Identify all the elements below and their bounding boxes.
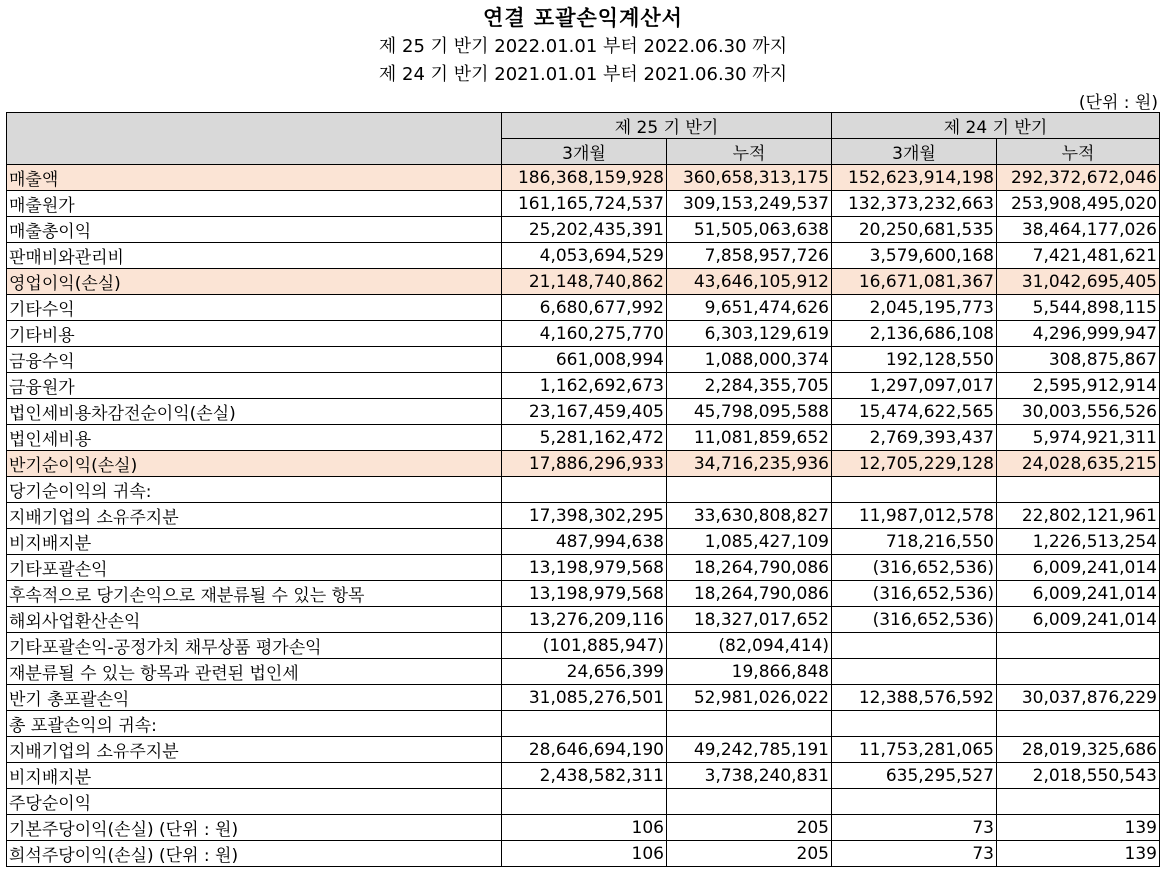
row-label: 당기순이익의 귀속:: [7, 477, 502, 503]
row-label: 매출액: [7, 165, 502, 191]
cell-current-cumulative: 9,651,474,626: [667, 295, 832, 321]
table-row: [7, 295, 1160, 321]
cell-prior-3m: 15,474,622,565: [832, 399, 997, 425]
cell-current-3m: 24,656,399: [502, 659, 667, 685]
cell-current-3m: 161,165,724,537: [502, 191, 667, 217]
table-row: [7, 633, 1160, 659]
table-row: [7, 269, 1160, 295]
cell-current-cumulative: 49,242,785,191: [667, 737, 832, 763]
cell-prior-cumulative: 292,372,672,046: [997, 165, 1160, 191]
row-label: 매출총이익: [7, 217, 502, 243]
cell-prior-3m: [832, 633, 997, 659]
table-row: [7, 815, 1160, 841]
cell-prior-cumulative: [997, 633, 1160, 659]
cell-current-3m: 17,886,296,933: [502, 451, 667, 477]
header-prior-3m: 3개월: [832, 139, 997, 165]
cell-current-cumulative: 34,716,235,936: [667, 451, 832, 477]
cell-current-cumulative: 309,153,249,537: [667, 191, 832, 217]
row-label: 기타수익: [7, 295, 502, 321]
cell-current-3m: 6,680,677,992: [502, 295, 667, 321]
cell-current-3m: 13,198,979,568: [502, 581, 667, 607]
cell-prior-3m: [832, 711, 997, 737]
cell-prior-cumulative: 22,802,121,961: [997, 503, 1160, 529]
cell-current-3m: 31,085,276,501: [502, 685, 667, 711]
cell-current-cumulative: [667, 477, 832, 503]
cell-current-cumulative: 6,303,129,619: [667, 321, 832, 347]
cell-prior-cumulative: 5,544,898,115: [997, 295, 1160, 321]
table-row: [7, 321, 1160, 347]
table-row: [7, 763, 1160, 789]
table-row: [7, 685, 1160, 711]
cell-current-3m: 106: [502, 815, 667, 841]
cell-prior-3m: 132,373,232,663: [832, 191, 997, 217]
cell-current-cumulative: 18,327,017,652: [667, 607, 832, 633]
cell-current-3m: 2,438,582,311: [502, 763, 667, 789]
row-label: 금융수익: [7, 347, 502, 373]
cell-current-3m: (101,885,947): [502, 633, 667, 659]
cell-current-3m: 661,008,994: [502, 347, 667, 373]
cell-prior-3m: 12,705,229,128: [832, 451, 997, 477]
row-label: 법인세비용차감전순이익(손실): [7, 399, 502, 425]
row-label: 지배기업의 소유주지분: [7, 503, 502, 529]
cell-current-3m: [502, 789, 667, 815]
cell-current-cumulative: [667, 789, 832, 815]
cell-current-3m: 28,646,694,190: [502, 737, 667, 763]
row-label: 지배기업의 소유주지분: [7, 737, 502, 763]
cell-prior-3m: 73: [832, 815, 997, 841]
row-label: 기타포괄손익-공정가치 채무상품 평가손익: [7, 633, 502, 659]
cell-prior-3m: 2,045,195,773: [832, 295, 997, 321]
table-row: [7, 581, 1160, 607]
table-row: [7, 373, 1160, 399]
cell-prior-3m: [832, 789, 997, 815]
table-row: [7, 399, 1160, 425]
table-row: [7, 607, 1160, 633]
row-label: 기타비용: [7, 321, 502, 347]
cell-current-cumulative: 7,858,957,726: [667, 243, 832, 269]
cell-current-cumulative: 33,630,808,827: [667, 503, 832, 529]
cell-prior-cumulative: 2,595,912,914: [997, 373, 1160, 399]
cell-prior-3m: 635,295,527: [832, 763, 997, 789]
cell-prior-3m: 11,753,281,065: [832, 737, 997, 763]
cell-prior-3m: (316,652,536): [832, 581, 997, 607]
row-label: 후속적으로 당기손익으로 재분류될 수 있는 항목: [7, 581, 502, 607]
cell-prior-3m: 73: [832, 841, 997, 867]
unit-label: (단위 : 원): [1078, 93, 1158, 113]
row-label: 반기 총포괄손익: [7, 685, 502, 711]
cell-current-3m: 186,368,159,928: [502, 165, 667, 191]
row-label: 총 포괄손익의 귀속:: [7, 711, 502, 737]
cell-prior-3m: 152,623,914,198: [832, 165, 997, 191]
cell-current-cumulative: 205: [667, 841, 832, 867]
cell-prior-cumulative: [997, 711, 1160, 737]
cell-current-cumulative: 52,981,026,022: [667, 685, 832, 711]
cell-current-cumulative: 3,738,240,831: [667, 763, 832, 789]
cell-prior-3m: 12,388,576,592: [832, 685, 997, 711]
cell-prior-cumulative: [997, 789, 1160, 815]
table-row: [7, 841, 1160, 867]
cell-current-3m: 487,994,638: [502, 529, 667, 555]
cell-prior-cumulative: 30,003,556,526: [997, 399, 1160, 425]
cell-prior-3m: 3,579,600,168: [832, 243, 997, 269]
cell-current-3m: 17,398,302,295: [502, 503, 667, 529]
cell-current-cumulative: 205: [667, 815, 832, 841]
cell-current-3m: 4,160,275,770: [502, 321, 667, 347]
cell-prior-3m: [832, 477, 997, 503]
cell-current-cumulative: 11,081,859,652: [667, 425, 832, 451]
table-row: [7, 659, 1160, 685]
table-row: [7, 555, 1160, 581]
table-row: [7, 451, 1160, 477]
cell-prior-3m: 2,769,393,437: [832, 425, 997, 451]
cell-current-cumulative: 18,264,790,086: [667, 581, 832, 607]
cell-prior-3m: [832, 659, 997, 685]
cell-prior-cumulative: 1,226,513,254: [997, 529, 1160, 555]
row-label: 법인세비용: [7, 425, 502, 451]
cell-prior-3m: 718,216,550: [832, 529, 997, 555]
cell-current-cumulative: 45,798,095,588: [667, 399, 832, 425]
table-row: [7, 217, 1160, 243]
cell-prior-cumulative: 308,875,867: [997, 347, 1160, 373]
cell-current-3m: 5,281,162,472: [502, 425, 667, 451]
cell-current-3m: [502, 477, 667, 503]
table-row: [7, 425, 1160, 451]
cell-current-cumulative: 1,088,000,374: [667, 347, 832, 373]
cell-prior-3m: (316,652,536): [832, 555, 997, 581]
cell-current-cumulative: 2,284,355,705: [667, 373, 832, 399]
cell-current-cumulative: 360,658,313,175: [667, 165, 832, 191]
cell-prior-3m: 11,987,012,578: [832, 503, 997, 529]
cell-current-3m: 21,148,740,862: [502, 269, 667, 295]
cell-prior-3m: 16,671,081,367: [832, 269, 997, 295]
cell-current-3m: 106: [502, 841, 667, 867]
table-row: [7, 191, 1160, 217]
table-row: [7, 737, 1160, 763]
table-row: [7, 477, 1160, 503]
cell-prior-3m: 1,297,097,017: [832, 373, 997, 399]
cell-current-cumulative: 51,505,063,638: [667, 217, 832, 243]
cell-prior-cumulative: 28,019,325,686: [997, 737, 1160, 763]
cell-prior-cumulative: [997, 659, 1160, 685]
cell-prior-cumulative: 24,028,635,215: [997, 451, 1160, 477]
header-current-period: 제 25 기 반기: [502, 113, 832, 139]
table-row: [7, 529, 1160, 555]
table-row: [7, 711, 1160, 737]
table-row: [7, 347, 1160, 373]
cell-prior-cumulative: 6,009,241,014: [997, 555, 1160, 581]
cell-current-cumulative: 19,866,848: [667, 659, 832, 685]
table-row: [7, 503, 1160, 529]
cell-prior-cumulative: 6,009,241,014: [997, 607, 1160, 633]
period-prior: 제 24 기 반기 2021.01.01 부터 2021.06.30 까지: [378, 64, 788, 85]
cell-current-3m: 25,202,435,391: [502, 217, 667, 243]
cell-prior-3m: (316,652,536): [832, 607, 997, 633]
period-current: 제 25 기 반기 2022.01.01 부터 2022.06.30 까지: [378, 36, 788, 57]
cell-prior-cumulative: 2,018,550,543: [997, 763, 1160, 789]
cell-prior-cumulative: 5,974,921,311: [997, 425, 1160, 451]
cell-current-cumulative: 43,646,105,912: [667, 269, 832, 295]
header-current-3m: 3개월: [502, 139, 667, 165]
cell-prior-cumulative: 253,908,495,020: [997, 191, 1160, 217]
row-label: 기본주당이익(손실) (단위 : 원): [7, 815, 502, 841]
row-label: 판매비와관리비: [7, 243, 502, 269]
statement-title: 연결 포괄손익계산서: [483, 6, 683, 30]
cell-current-3m: 4,053,694,529: [502, 243, 667, 269]
cell-prior-cumulative: 31,042,695,405: [997, 269, 1160, 295]
cell-current-cumulative: 1,085,427,109: [667, 529, 832, 555]
row-label: 비지배지분: [7, 763, 502, 789]
table-row: [7, 243, 1160, 269]
row-label: 매출원가: [7, 191, 502, 217]
cell-current-3m: 23,167,459,405: [502, 399, 667, 425]
cell-current-3m: 13,276,209,116: [502, 607, 667, 633]
row-label: 재분류될 수 있는 항목과 관련된 법인세: [7, 659, 502, 685]
cell-current-3m: [502, 711, 667, 737]
cell-prior-cumulative: 139: [997, 841, 1160, 867]
header-row-period: [7, 113, 1160, 139]
cell-prior-cumulative: 30,037,876,229: [997, 685, 1160, 711]
cell-prior-3m: 192,128,550: [832, 347, 997, 373]
cell-current-3m: 1,162,692,673: [502, 373, 667, 399]
row-label: 주당순이익: [7, 789, 502, 815]
cell-current-cumulative: [667, 711, 832, 737]
row-label: 희석주당이익(손실) (단위 : 원): [7, 841, 502, 867]
row-label: 영업이익(손실): [7, 269, 502, 295]
table-row: [7, 165, 1160, 191]
row-label: 비지배지분: [7, 529, 502, 555]
cell-current-cumulative: (82,094,414): [667, 633, 832, 659]
cell-current-cumulative: 18,264,790,086: [667, 555, 832, 581]
header-current-cumulative: 누적: [667, 139, 832, 165]
row-label: 금융원가: [7, 373, 502, 399]
cell-prior-cumulative: 139: [997, 815, 1160, 841]
row-label: 반기순이익(손실): [7, 451, 502, 477]
cell-prior-cumulative: 6,009,241,014: [997, 581, 1160, 607]
header-prior-cumulative: 누적: [997, 139, 1160, 165]
table-row: [7, 789, 1160, 815]
header-blank-cell: [7, 113, 502, 165]
cell-prior-cumulative: 4,296,999,947: [997, 321, 1160, 347]
row-label: 기타포괄손익: [7, 555, 502, 581]
cell-current-3m: 13,198,979,568: [502, 555, 667, 581]
header-prior-period: 제 24 기 반기: [832, 113, 1160, 139]
row-label: 해외사업환산손익: [7, 607, 502, 633]
cell-prior-cumulative: 38,464,177,026: [997, 217, 1160, 243]
cell-prior-cumulative: 7,421,481,621: [997, 243, 1160, 269]
income-statement-table: [6, 112, 1160, 867]
cell-prior-cumulative: [997, 477, 1160, 503]
cell-prior-3m: 2,136,686,108: [832, 321, 997, 347]
cell-prior-3m: 20,250,681,535: [832, 217, 997, 243]
